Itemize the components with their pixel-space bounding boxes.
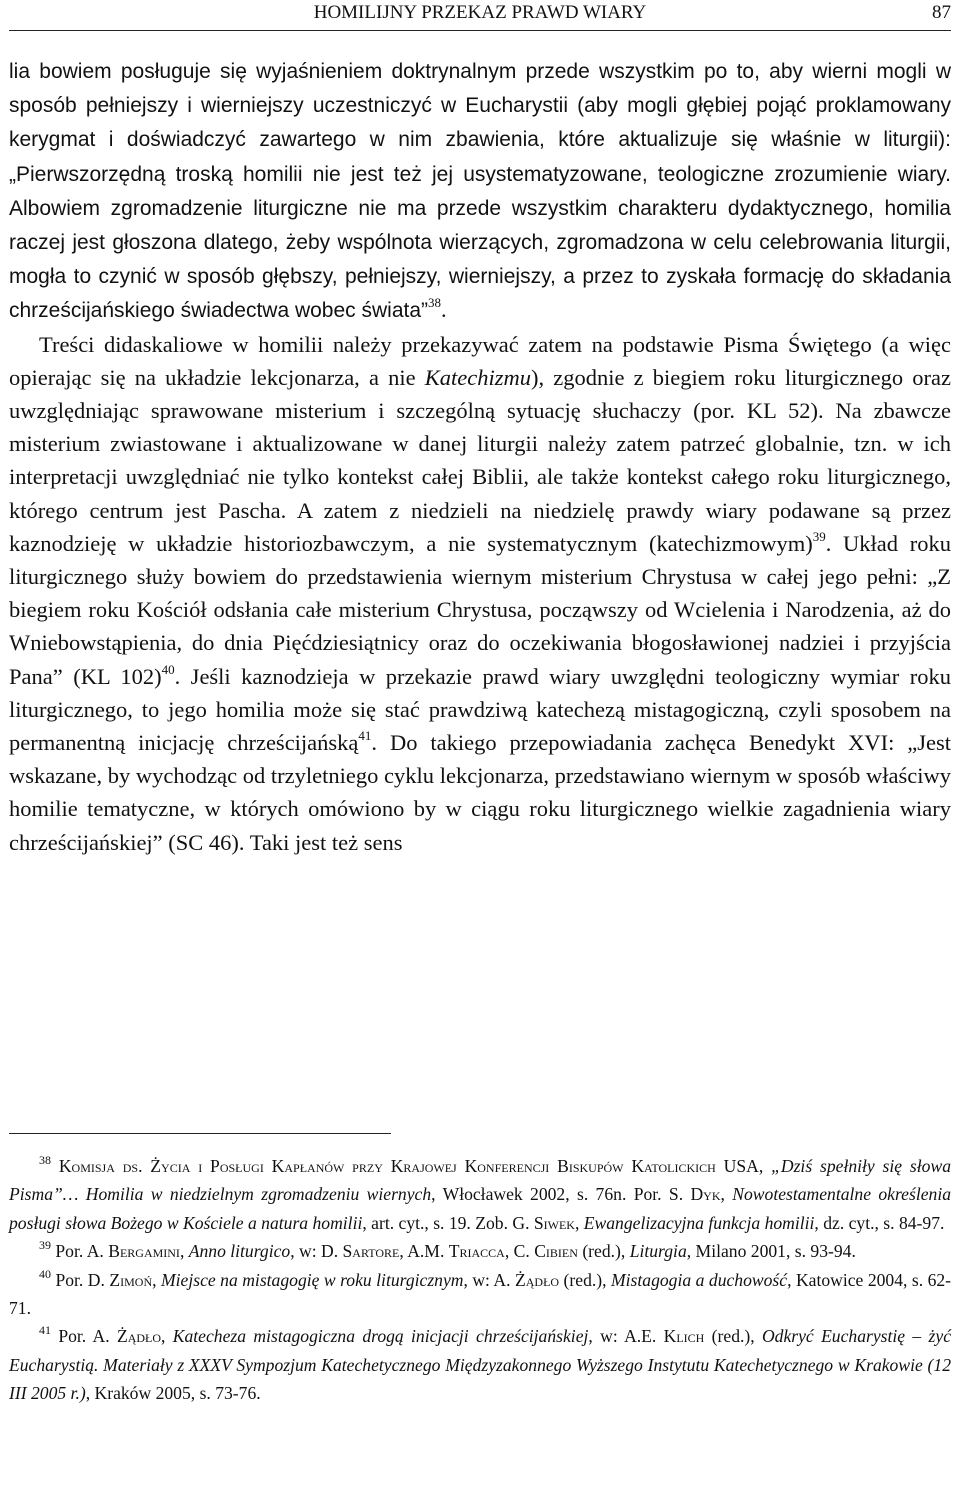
footnote-text: Por. A. [51, 1241, 109, 1262]
footnote-separator [9, 1133, 391, 1134]
text-run: ), zgodnie z biegiem roku liturgicznego oraz uwzględniając sprawowane misterium i szczególną sytuację słuchaczy (por. KL 52). Na zbawcze misterium zwiastowane i aktualizowane w danej liturgii należy zatem patrzeć globalnie, tzn. w ich interpretacji uwzględniać nie tylko kontekst całej Biblii, ale także kontekst całego roku liturgicznego, którego centrum jest Pascha. A zatem z niedzieli na niedzielę prawdy wiary podawane są przez kaznodzieję w układzie historiozbawczym, a nie systematycznym (katechizmowym) [9, 364, 951, 556]
author-name: Dyk [690, 1184, 721, 1205]
author-name: Żądło [515, 1269, 560, 1290]
footnote-text: , Milano 2001, s. 93-94. [686, 1241, 856, 1262]
footnote-title: Anno liturgico [188, 1241, 291, 1262]
footnote-number: 41 [39, 1323, 51, 1338]
author-name: Bergamini [108, 1241, 180, 1262]
footnote-title: Liturgia [629, 1241, 687, 1262]
footnote-text: , [574, 1212, 584, 1233]
footnote-text: Por. D. [51, 1269, 110, 1290]
author-name: Triacca [448, 1241, 505, 1262]
italic-title: Katechizmu [424, 364, 531, 390]
footnote-number: 40 [39, 1266, 51, 1281]
footnote-text: , [152, 1269, 161, 1290]
footnote-title: Mistagogia a duchowość [611, 1269, 788, 1290]
footnote-title: „Dziś spełniły się słowa Pisma”… Homilia w niedzielnym zgromadzeniu wiernych [9, 1156, 951, 1205]
text-run: . Układ roku liturgicznego służy bowiem do przedstawienia wiernym misterium Chrystusa w całej jego pełni: „Z biegiem roku Kościół odsłania całe misterium Chrystusa, począwszy od Wcielenia i Narodzenia, aż do Wniebowstąpienia, do dnia Pięćdziesiątnicy oraz do oczekiwania błogosławionej nadziei i przyjścia Pana” (KL 102) [9, 530, 951, 689]
footnote-ref-40[interactable]: 40 [161, 661, 175, 677]
author-name: Klich [663, 1326, 705, 1347]
author-name: Siwek [533, 1212, 575, 1233]
main-text [9, 54, 951, 859]
footnote-text: , [720, 1184, 733, 1205]
footnote-text: (red.), [559, 1269, 612, 1290]
footnote-text: , Katowice 2004, s. 62-71. [9, 1269, 952, 1319]
footnote-text: , w: A.E. [588, 1326, 664, 1347]
text-run: . [441, 297, 447, 323]
text-run: . Do takiego przepowiadania zachęca Benedykt XVI: „Jest wskazane, by wychodząc od trzyletniego cyklu lekcjonarza, przedstawiano wiernym w sposób właściwy homilie tematyczne, w których omówiono by w ciągu roku liturgicznego wielkie zagadnienia wiary chrześcijańskiej” (SC 46). Taki jest też sens [9, 730, 951, 855]
footnote-40 [9, 1266, 951, 1323]
footnote-39 [9, 1237, 951, 1265]
footnote-text: , Włocławek 2002, s. 76n. Por. S. [431, 1184, 691, 1205]
footnote-text: , w: D. [290, 1241, 343, 1262]
footnote-ref-39[interactable]: 39 [812, 528, 826, 544]
footnote-text: , w: A. [463, 1269, 516, 1290]
author-name: Żądło [116, 1326, 162, 1347]
footnote-text: , [161, 1326, 173, 1347]
footnote-text: , art. cyt., s. 19. Zob. G. [362, 1212, 534, 1233]
text-run: . Jeśli kaznodzieja w przekazie prawd wiary uwzględni teologiczny wymiar roku liturgicznego, to jego homilia może się stać prawdziwą katechezą mistagogiczną, czyli sposobem na permanentną inicjację chrześcijańską [9, 663, 951, 756]
author-name: Cibien [534, 1241, 578, 1262]
footnote-title: Miejsce na mistagogię w roku liturgicznym [161, 1269, 464, 1290]
footnote-text: Komisja ds. Życia i Posługi Kapłanów przy Krajowej Konferencji Biskupów Katolickich USA, [58, 1156, 772, 1176]
footnote-title: Odkryć Eucharystię – żyć Eucharystią. Materiały z XXXV Sympozjum Katechetycznego Międzyzakonnego Wyższego Instytutu Katechetycznego w Krakowie (12 III 2005 r.) [9, 1326, 951, 1404]
footnote-text: , A.M. [399, 1241, 449, 1262]
footnote-text: , Kraków 2005, s. 73-76. [85, 1383, 261, 1404]
author-name: Zimoń [109, 1269, 153, 1290]
footnote-number: 39 [39, 1238, 51, 1253]
footnote-text: , dz. cyt., s. 84-97. [814, 1212, 945, 1233]
footnote-41 [9, 1322, 951, 1407]
footnote-38 [9, 1152, 951, 1237]
footnote-text: , C. [504, 1241, 535, 1262]
footnote-title: Nowotestamentalne określenia posługi słowa Bożego w Kościele a natura homilii [9, 1184, 952, 1233]
author-name: Sartore [342, 1241, 400, 1262]
footnote-title: Ewangelizacyjna funkcja homilii [583, 1212, 815, 1233]
footnotes [9, 1152, 951, 1408]
footnote-number: 38 [39, 1153, 51, 1167]
paragraph-1 [9, 54, 951, 328]
running-header [9, 0, 951, 31]
footnote-text: , [179, 1241, 189, 1262]
page-number: 87 [932, 2, 951, 23]
footnote-text: (red.), [577, 1241, 630, 1262]
paragraph-2 [9, 328, 951, 859]
text-run: Treści didaskaliowe w homilii należy przekazywać zatem na podstawie Pisma Świętego (a więc opierając się na układzie lekcjonarza, a nie [9, 331, 951, 390]
footnote-ref-38[interactable]: 38 [428, 295, 442, 311]
footnote-title: Katecheza mistagogiczna drogą inicjacji chrześcijańskiej [172, 1326, 589, 1347]
running-title: HOMILIJNY PRZEKAZ PRAWD WIARY [313, 2, 647, 23]
document-page [9, 0, 951, 1511]
footnote-text: Por. A. [51, 1326, 117, 1347]
footnote-text: (red.), [704, 1326, 762, 1347]
quoted-text-sans: lia bowiem posługuje się wyjaśnieniem doktrynalnym przede wszystkim po to, aby wierni mogli w sposób pełniejszy i wierniejszy uczestniczyć w Eucharystii (aby mogli głębiej pojąć proklamowany kerygmat i doświadczyć zawartego w nim zbawienia, które aktualizuje się właśnie w liturgii): „Pierwszorzędną troską homilii nie jest też jej usystematyzowane, teologiczne zrozumienie wiary. Albowiem zgromadzenie liturgiczne nie ma przede wszystkim charakteru dydaktycznego, homilia raczej jest głoszona dlatego, żeby wspólnota wierzących, zgromadzona w celu celebrowania liturgii, mogła to czynić w sposób głębszy, pełniejszy, wierniejszy, a przez to zyskała formację do składania chrześcijańskiego świadectwa wobec świata” [9, 60, 951, 323]
footnote-ref-41[interactable]: 41 [358, 728, 372, 744]
